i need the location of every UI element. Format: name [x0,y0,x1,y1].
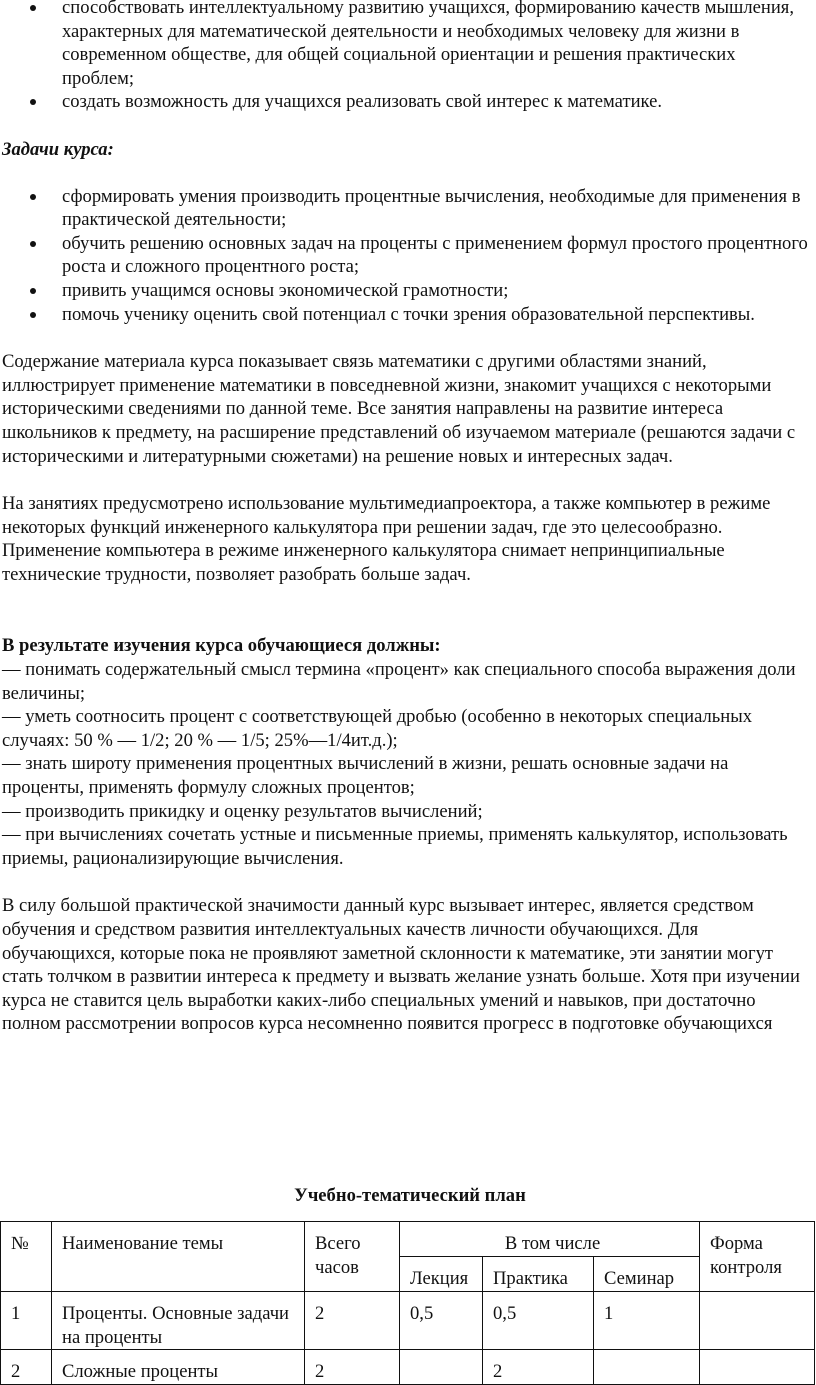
result-line: — при вычислениях сочетать устные и письменные приемы, применять калькулятор, использовать приемы, рационализирующие вычисления. [2,824,788,869]
table-row [1,1292,815,1350]
cell-lecture: 0,5 [400,1292,483,1350]
cell-control [700,1350,815,1385]
header-practice: Практика [483,1257,594,1292]
bullet-item: способствовать интеллектуальному развитию учащихся, формированию качеств мышления, характерных для математической деятельности и необходимых человеку для жизни в современном обществе, для общей социальной ориентации и решения практических проблем; [0,0,816,90]
bullet-item: привить учащимся основы экономической грамотности; [0,279,816,303]
cell-seminar [594,1350,700,1385]
header-seminar: Семинар [594,1257,700,1292]
significance-paragraph: В силу большой практической значимости данный курс вызывает интерес, является средством обучения и средством развития интеллектуальных качеств личности обучающихся. Для обучающихся, которые пока не проявляют заметной склонности к математике, эти занятии могут стать толчком в развитии интереса к предмету и вызвать желание узнать больше. Хотя при изучении курса не ставится цель выработки каких-либо специальных умений и навыков, при достаточно полном рассмотрении вопросов курса несомненно появится прогресс в подготовке обучающихся [2,895,800,1035]
tasks-heading: Задачи курса: [2,138,114,160]
header-control: Форма контроля [700,1222,815,1292]
header-num: № [1,1222,52,1292]
cell-num: 1 [1,1292,52,1350]
intro-bullet-list [0,0,816,114]
cell-num: 2 [1,1350,52,1385]
result-line: — производить прикидку и оценку результатов вычислений; [2,800,483,822]
content-paragraph: Содержание материала курса показывает связь математики с другими областями знаний, иллюстрирует применение математики в повседневной жизни, знакомит учащихся с некоторыми историческими сведениями по данной теме. Все занятия направлены на развитие интереса школьников к предмету, на расширение представлений об изучаемом материале (решаются задачи с историческими и литературными сюжетами) на решение новых и интересных задач. [2,351,796,467]
cell-topic: Проценты. Основные задачи на проценты [52,1292,305,1350]
cell-topic: Сложные проценты [52,1350,305,1385]
cell-practice: 0,5 [483,1292,594,1350]
cell-lecture [400,1350,483,1385]
header-total: Всего часов [305,1222,400,1292]
cell-seminar: 1 [594,1292,700,1350]
cell-practice: 2 [483,1350,594,1385]
header-topic: Наименование темы [52,1222,305,1292]
table-row [1,1350,815,1385]
cell-total: 2 [305,1292,400,1350]
bullet-item: сформировать умения производить процентные вычисления, необходимые для применения в практической деятельности; [0,185,816,232]
cell-control [700,1292,815,1350]
tasks-bullet-list [0,185,816,327]
results-heading: В результате изучения курса обучающиеся должны: [2,635,441,657]
plan-table [0,1221,815,1385]
bullet-item: создать возможность для учащихся реализовать свой интерес к математике. [0,90,816,114]
cell-total: 2 [305,1350,400,1385]
results-list [0,658,816,870]
header-including: В том числе [400,1222,700,1257]
result-line: — знать широту применения процентных вычислений в жизни, решать основные задачи на проценты, применять формулу сложных процентов; [2,753,729,799]
bullet-item: помочь ученику оценить свой потенциал с точки зрения образовательной перспективы. [0,303,816,327]
plan-title: Учебно-тематический план [294,1185,526,1206]
table-header-row [1,1222,815,1257]
result-line: — уметь соотносить процент с соответствующей дробью (особенно в некоторых специальных случаях: 50 % — 1/2; 20 % — 1/5; 25%—1/4ит.д.); [2,706,753,751]
result-line: — понимать содержательный смысл термина «процент» как специального способа выражения доли величины; [2,659,796,704]
header-lecture: Лекция [400,1257,483,1292]
computer-paragraph: На занятиях предусмотрено использование мультимедиапроектора, а также компьютер в режиме некоторых функций инженерного калькулятора при решении задач, где это целесообразно. Применение компьютера в режиме инженерного калькулятора снимает непринципиальные технические трудности, позволяет разобрать больше задач. [2,493,771,585]
bullet-item: обучить решению основных задач на проценты с применением формул простого процентного роста и сложного процентного роста; [0,232,816,279]
